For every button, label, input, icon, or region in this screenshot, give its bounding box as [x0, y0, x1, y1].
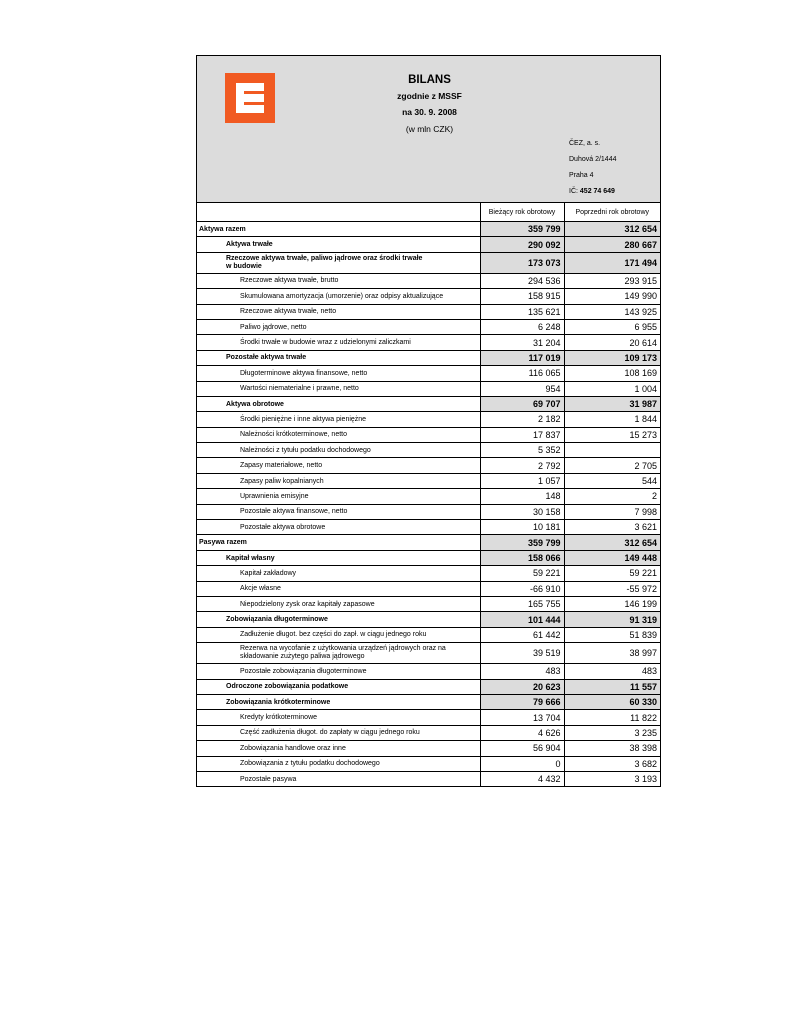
row-value-current: 4 432	[480, 771, 564, 786]
table-row	[197, 289, 660, 304]
row-label: Zobowiązania handlowe oraz inne	[197, 741, 480, 756]
row-value-previous: 38 398	[564, 741, 660, 756]
row-value-previous: 3 621	[564, 520, 660, 535]
row-value-previous: 108 169	[564, 366, 660, 381]
report-date: na 30. 9. 2008	[402, 107, 457, 117]
row-value-current: 39 519	[480, 643, 564, 664]
table-row	[197, 319, 660, 334]
row-value-previous: 312 654	[564, 535, 660, 550]
row-label: Rzeczowe aktywa trwałe, brutto	[197, 273, 480, 288]
column-header-previous: Poprzedni rok obrotowy	[564, 203, 660, 222]
row-label: Środki trwałe w budowie wraz z udzielonymi zaliczkami	[197, 335, 480, 350]
company-name: ČEZ, a. s.	[569, 140, 601, 147]
row-value-current: -66 910	[480, 581, 564, 596]
row-value-previous: 312 654	[564, 222, 660, 237]
row-value-current: 17 837	[480, 427, 564, 442]
row-label: Odroczone zobowiązania podatkowe	[197, 679, 480, 694]
row-label: Akcje własne	[197, 581, 480, 596]
row-value-current: 5 352	[480, 443, 564, 458]
row-value-previous: 146 199	[564, 596, 660, 611]
company-ic	[569, 184, 616, 200]
row-value-previous: 2	[564, 489, 660, 504]
row-value-previous: 149 990	[564, 289, 660, 304]
row-value-current: 148	[480, 489, 564, 504]
company-info	[569, 136, 616, 200]
row-label: Aktywa razem	[197, 222, 480, 237]
row-label: Zobowiązania z tytułu podatku dochodowego	[197, 756, 480, 771]
row-value-current: 117 019	[480, 350, 564, 365]
header-blank	[197, 203, 480, 222]
row-value-previous: 1 004	[564, 381, 660, 396]
row-label: Paliwo jądrowe, netto	[197, 319, 480, 334]
table-row	[197, 252, 660, 273]
row-label: Wartości niematerialne i prawne, netto	[197, 381, 480, 396]
row-value-previous: 59 221	[564, 566, 660, 581]
report-header	[197, 56, 660, 203]
table-row	[197, 443, 660, 458]
row-label: Kapitał własny	[197, 550, 480, 565]
table-row	[197, 710, 660, 725]
row-label: Kredyty krótkoterminowe	[197, 710, 480, 725]
row-value-current: 2 182	[480, 412, 564, 427]
row-label: Aktywa trwałe	[197, 237, 480, 252]
company-street: Duhová 2/1444	[569, 156, 617, 163]
row-value-current: 13 704	[480, 710, 564, 725]
row-label: Pozostałe aktywa obrotowe	[197, 520, 480, 535]
row-value-current: 2 792	[480, 458, 564, 473]
row-value-previous: 7 998	[564, 504, 660, 519]
table-row	[197, 412, 660, 427]
row-value-current: 4 626	[480, 725, 564, 740]
table-row	[197, 504, 660, 519]
row-value-current: 69 707	[480, 396, 564, 411]
table-row	[197, 741, 660, 756]
table-row	[197, 237, 660, 252]
column-header-current: Bieżący rok obrotowy	[480, 203, 564, 222]
balance-table	[197, 203, 660, 786]
row-value-previous: 31 987	[564, 396, 660, 411]
column-header-row	[197, 203, 660, 222]
row-label: Zapasy paliw kopalnianych	[197, 473, 480, 488]
row-value-previous: 483	[564, 664, 660, 679]
row-value-current: 59 221	[480, 566, 564, 581]
row-label: Zadłużenie długot. bez części do zapł. w ciągu jednego roku	[197, 627, 480, 642]
table-row	[197, 520, 660, 535]
table-row	[197, 612, 660, 627]
row-value-previous: 109 173	[564, 350, 660, 365]
row-value-current: 483	[480, 664, 564, 679]
row-label: Zapasy materiałowe, netto	[197, 458, 480, 473]
row-value-previous: -55 972	[564, 581, 660, 596]
company-city: Praha 4	[569, 172, 594, 179]
row-label: Pasywa razem	[197, 535, 480, 550]
balance-sheet	[196, 55, 661, 787]
row-value-previous: 91 319	[564, 612, 660, 627]
table-row	[197, 273, 660, 288]
row-value-current: 135 621	[480, 304, 564, 319]
row-value-previous: 280 667	[564, 237, 660, 252]
row-value-current: 30 158	[480, 504, 564, 519]
row-value-current: 31 204	[480, 335, 564, 350]
row-value-previous	[564, 443, 660, 458]
row-value-previous: 3 682	[564, 756, 660, 771]
table-row	[197, 679, 660, 694]
company-ic-value: 452 74 649	[579, 188, 615, 195]
row-label: Skumulowana amortyzacja (umorzenie) oraz odpisy aktualizujące	[197, 289, 480, 304]
row-label: Rzeczowe aktywa trwałe, netto	[197, 304, 480, 319]
row-value-previous: 60 330	[564, 694, 660, 709]
table-row	[197, 458, 660, 473]
report-units: (w mln CZK)	[405, 124, 454, 134]
table-row	[197, 725, 660, 740]
row-value-previous: 11 557	[564, 679, 660, 694]
row-value-current: 61 442	[480, 627, 564, 642]
row-label: Należności krótkoterminowe, netto	[197, 427, 480, 442]
company-ic-label: IČ:	[569, 188, 578, 195]
row-label: Pozostałe aktywa trwałe	[197, 350, 480, 365]
row-value-current: 20 623	[480, 679, 564, 694]
table-row	[197, 664, 660, 679]
report-subtitle: zgodnie z MSSF	[397, 91, 462, 101]
table-row	[197, 535, 660, 550]
table-row	[197, 222, 660, 237]
row-value-previous: 143 925	[564, 304, 660, 319]
table-row	[197, 596, 660, 611]
row-label: Pozostałe zobowiązania długoterminowe	[197, 664, 480, 679]
row-value-current: 158 066	[480, 550, 564, 565]
row-value-previous: 20 614	[564, 335, 660, 350]
row-value-previous: 544	[564, 473, 660, 488]
table-row	[197, 350, 660, 365]
row-value-previous: 6 955	[564, 319, 660, 334]
row-value-current: 101 444	[480, 612, 564, 627]
row-value-current: 290 092	[480, 237, 564, 252]
table-row	[197, 566, 660, 581]
row-label: Rezerwa na wycofanie z użytkowania urządzeń jądrowych oraz na składowanie zużytego paliwa jądrowego	[197, 643, 480, 664]
row-value-current: 359 799	[480, 535, 564, 550]
row-value-current: 1 057	[480, 473, 564, 488]
table-row	[197, 489, 660, 504]
row-label: Pozostałe pasywa	[197, 771, 480, 786]
row-label: Aktywa obrotowe	[197, 396, 480, 411]
table-row	[197, 694, 660, 709]
row-label: Długoterminowe aktywa finansowe, netto	[197, 366, 480, 381]
table-row	[197, 756, 660, 771]
row-value-current: 165 755	[480, 596, 564, 611]
row-value-previous: 171 494	[564, 252, 660, 273]
row-value-previous: 15 273	[564, 427, 660, 442]
row-label: Pozostałe aktywa finansowe, netto	[197, 504, 480, 519]
table-row	[197, 581, 660, 596]
row-value-previous: 3 193	[564, 771, 660, 786]
table-row	[197, 643, 660, 664]
row-value-previous: 3 235	[564, 725, 660, 740]
row-value-current: 56 904	[480, 741, 564, 756]
table-row	[197, 396, 660, 411]
row-label: Należności z tytułu podatku dochodowego	[197, 443, 480, 458]
row-value-previous: 293 915	[564, 273, 660, 288]
row-value-current: 116 065	[480, 366, 564, 381]
table-row	[197, 473, 660, 488]
row-value-previous: 149 448	[564, 550, 660, 565]
table-row	[197, 335, 660, 350]
cez-logo-icon	[225, 73, 275, 123]
report-title: BILANS	[408, 74, 451, 86]
row-value-current: 0	[480, 756, 564, 771]
row-label: Część zadłużenia długot. do zapłaty w ciągu jednego roku	[197, 725, 480, 740]
title-block	[352, 72, 507, 137]
row-label: Zobowiązania krótkoterminowe	[197, 694, 480, 709]
row-value-current: 79 666	[480, 694, 564, 709]
row-label: Zobowiązania długoterminowe	[197, 612, 480, 627]
row-label: Rzeczowe aktywa trwałe, paliwo jądrowe oraz środki trwałe w budowie	[197, 252, 480, 273]
row-value-current: 294 536	[480, 273, 564, 288]
row-value-previous: 11 822	[564, 710, 660, 725]
table-row	[197, 427, 660, 442]
row-value-previous: 1 844	[564, 412, 660, 427]
row-value-current: 10 181	[480, 520, 564, 535]
table-row	[197, 771, 660, 786]
table-row	[197, 304, 660, 319]
row-value-current: 158 915	[480, 289, 564, 304]
row-value-current: 954	[480, 381, 564, 396]
table-row	[197, 366, 660, 381]
row-label: Niepodzielony zysk oraz kapitały zapasowe	[197, 596, 480, 611]
row-value-current: 6 248	[480, 319, 564, 334]
table-row	[197, 381, 660, 396]
row-label: Kapitał zakładowy	[197, 566, 480, 581]
row-value-previous: 38 997	[564, 643, 660, 664]
table-row	[197, 627, 660, 642]
row-label: Środki pieniężne i inne aktywa pieniężne	[197, 412, 480, 427]
table-row	[197, 550, 660, 565]
row-value-previous: 51 839	[564, 627, 660, 642]
row-label: Uprawnienia emisyjne	[197, 489, 480, 504]
row-value-current: 359 799	[480, 222, 564, 237]
row-value-previous: 2 705	[564, 458, 660, 473]
row-value-current: 173 073	[480, 252, 564, 273]
